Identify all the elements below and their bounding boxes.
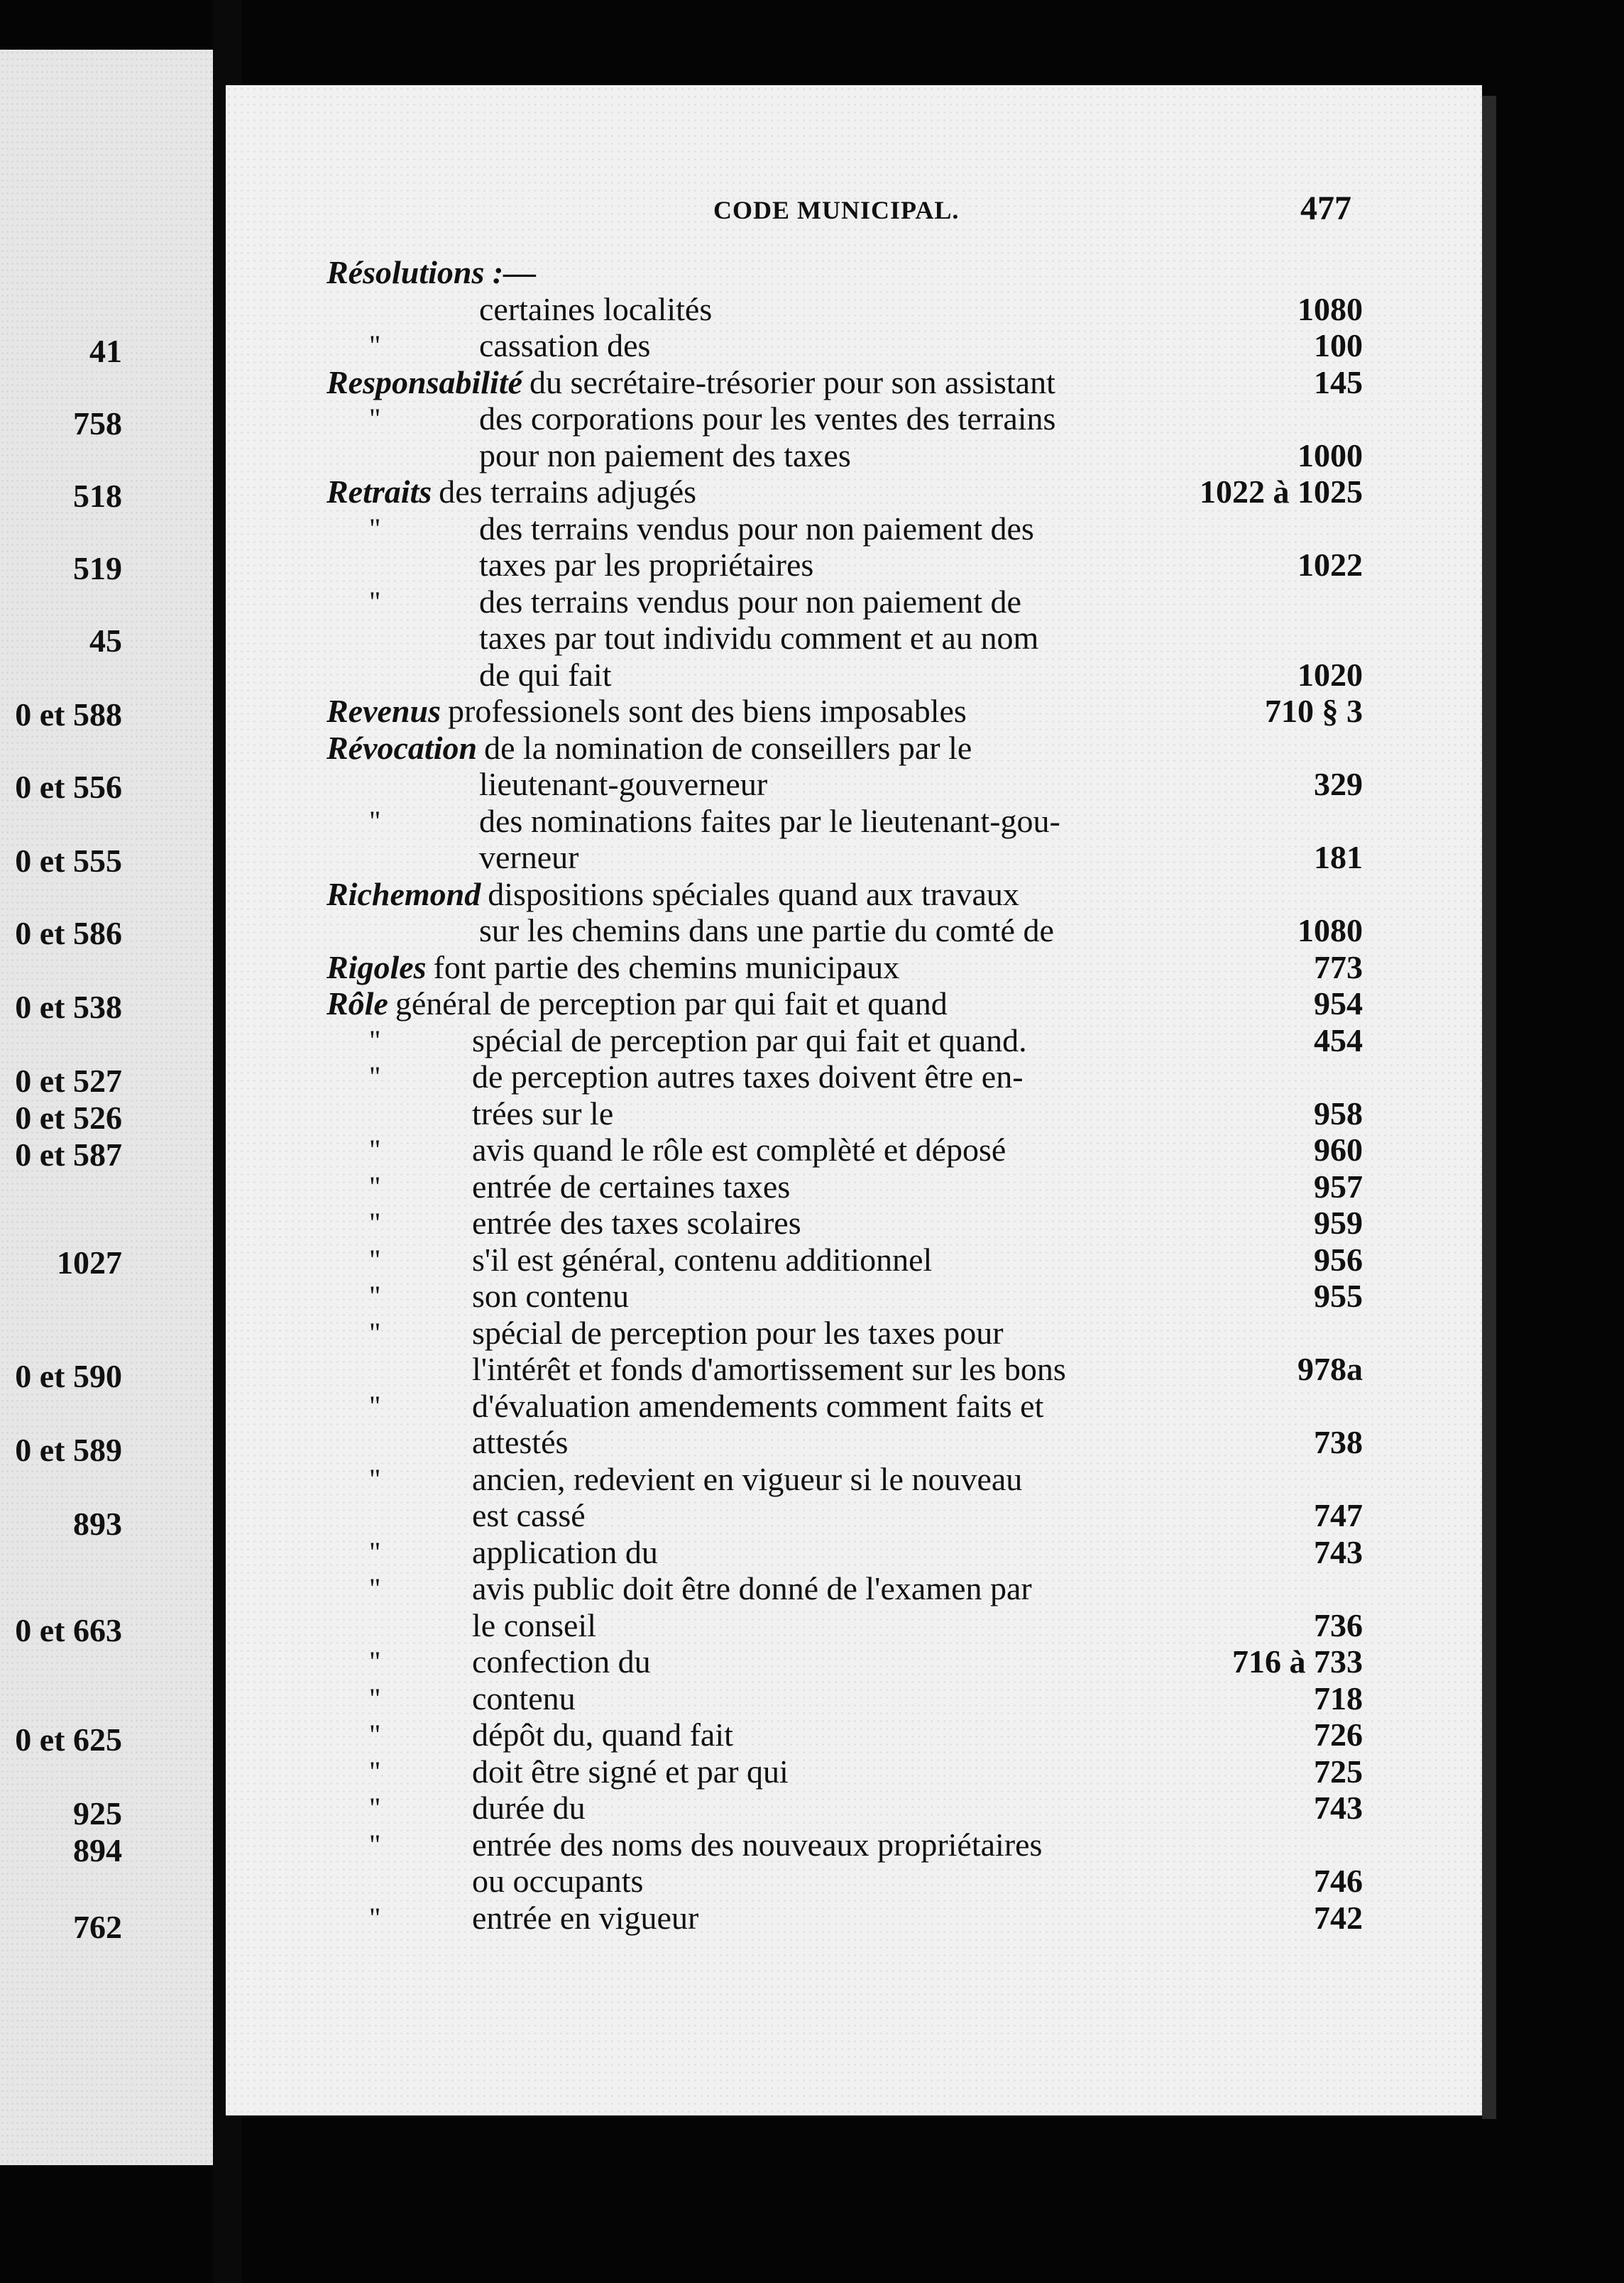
index-entry <box>327 327 1363 364</box>
index-entry <box>327 1168 1363 1205</box>
page-reference: 145 <box>1314 363 1363 400</box>
page-reference: 742 <box>1314 1899 1363 1936</box>
page-reference: 955 <box>1314 1278 1363 1314</box>
ditto-mark: " <box>369 1024 381 1056</box>
page-reference: 710 § 3 <box>1265 693 1363 729</box>
page-reference: 1080 <box>1297 290 1363 327</box>
left-margin-number: 0 et 527 <box>15 1063 122 1099</box>
index-entry <box>327 1351 1363 1388</box>
index-entry <box>327 400 1363 437</box>
left-margin-number: 762 <box>73 1909 122 1945</box>
left-margin-number: 0 et 538 <box>15 989 122 1025</box>
index-entry <box>327 584 1363 620</box>
index-text: général de perception par qui fait et quand <box>395 985 948 1022</box>
page-reference: 958 <box>1314 1095 1363 1132</box>
index-term: Rôle <box>327 985 388 1022</box>
page-reference: 736 <box>1314 1606 1363 1643</box>
ditto-mark: " <box>369 585 381 618</box>
index-term: Résolutions :— <box>327 254 537 290</box>
left-margin-number: 1027 <box>57 1244 122 1281</box>
running-head: CODE MUNICIPAL. <box>713 196 960 224</box>
index-entry <box>327 1095 1363 1132</box>
ditto-mark: " <box>369 1901 381 1934</box>
ditto-mark: " <box>369 329 381 361</box>
index-text: confection du <box>472 1643 651 1680</box>
page-reference: 725 <box>1314 1753 1363 1790</box>
page-reference: 1020 <box>1297 656 1363 693</box>
left-margin-number: 0 et 663 <box>15 1612 122 1648</box>
index-entry <box>327 1900 1363 1937</box>
index-entry <box>327 693 1363 730</box>
index-entry <box>327 1717 1363 1753</box>
ditto-mark: " <box>369 804 381 837</box>
left-margin-number: 45 <box>89 623 122 659</box>
index-text: contenu <box>472 1680 576 1717</box>
index-text: entrée des taxes scolaires <box>472 1205 801 1241</box>
index-text: attestés <box>472 1424 569 1460</box>
index-text: taxes par tout individu comment et au nom <box>479 620 1039 656</box>
index-text: professionels sont des biens imposables <box>448 693 967 729</box>
page-reference: 100 <box>1314 327 1363 363</box>
index-entry <box>327 1753 1363 1790</box>
index-term: Responsabilité <box>327 363 523 400</box>
page-reference: 956 <box>1314 1241 1363 1278</box>
index-text: ancien, redevient en vigueur si le nouveau <box>472 1460 1023 1497</box>
page-reference: 1000 <box>1297 437 1363 473</box>
ditto-mark: " <box>369 1280 381 1312</box>
left-margin-number: 41 <box>89 333 122 369</box>
index-text: taxes par les propriétaires <box>479 547 814 583</box>
index-entry <box>327 1388 1363 1425</box>
index-term: Révocation <box>327 729 478 766</box>
left-margin-number: 0 et 526 <box>15 1100 122 1136</box>
index-entry <box>327 291 1363 328</box>
index-entry <box>327 473 1363 510</box>
index-entry <box>327 547 1363 584</box>
left-margin-number: 0 et 589 <box>15 1432 122 1468</box>
page-reference: 957 <box>1314 1168 1363 1205</box>
index-text: cassation des <box>479 327 651 363</box>
left-margin-number: 0 et 625 <box>15 1721 122 1758</box>
index-text: application du <box>472 1533 658 1570</box>
ditto-mark: " <box>369 512 381 544</box>
left-margin-number: 894 <box>73 1832 122 1868</box>
index-text: des nominations faites par le lieutenant-gou- <box>479 802 1060 839</box>
index-entry <box>327 657 1363 694</box>
left-margin-number: 0 et 555 <box>15 843 122 879</box>
index-entry <box>327 620 1363 657</box>
index-entry <box>327 437 1363 474</box>
index-text: spécial de perception pour les taxes pour <box>472 1314 1004 1351</box>
page-reference: 746 <box>1314 1863 1363 1899</box>
page-reference: 1022 à 1025 <box>1200 473 1363 510</box>
page-reference: 743 <box>1314 1533 1363 1570</box>
index-text: lieutenant-gouverneur <box>479 766 768 802</box>
ditto-mark: " <box>369 1316 381 1349</box>
index-entry <box>327 1680 1363 1717</box>
index-entry <box>327 803 1363 840</box>
ditto-mark: " <box>369 1535 381 1568</box>
ditto-mark: " <box>369 1462 381 1495</box>
index-text: spécial de perception par qui fait et quand. <box>472 1022 1027 1058</box>
index-entry <box>327 254 1363 291</box>
index-entry <box>327 1863 1363 1900</box>
index-text: font partie des chemins municipaux <box>433 948 900 985</box>
ditto-mark: " <box>369 1170 381 1203</box>
ditto-mark: " <box>369 1792 381 1824</box>
page-reference: 1080 <box>1297 912 1363 948</box>
index-entry <box>327 1643 1363 1680</box>
page-edge <box>1482 96 1496 2119</box>
index-text: entrée en vigueur <box>472 1899 699 1936</box>
left-margin-number: 893 <box>73 1506 122 1542</box>
index-entry <box>327 876 1363 913</box>
page-number: 477 <box>1300 190 1351 227</box>
index-text: dispositions spéciales quand aux travaux <box>488 875 1019 912</box>
index-entry <box>327 1534 1363 1571</box>
index-entry <box>327 1607 1363 1644</box>
page-reference: 978a <box>1297 1351 1363 1387</box>
page-reference: 743 <box>1314 1790 1363 1826</box>
index-entry <box>327 839 1363 876</box>
ditto-mark: " <box>369 1572 381 1604</box>
index-entry <box>327 1424 1363 1461</box>
index-text: dépôt du, quand fait <box>472 1717 733 1753</box>
index-text: est cassé <box>472 1497 586 1533</box>
page-reference: 1022 <box>1297 547 1363 583</box>
left-margin-number: 0 et 586 <box>15 915 122 951</box>
page-reference: 747 <box>1314 1497 1363 1533</box>
index-text: de qui fait <box>479 656 612 693</box>
left-margin-number: 758 <box>73 405 122 442</box>
index-text: doit être signé et par qui <box>472 1753 789 1790</box>
ditto-mark: " <box>369 1134 381 1166</box>
index-entry <box>327 1022 1363 1059</box>
page-reference: 959 <box>1314 1205 1363 1241</box>
index-text: avis public doit être donné de l'examen par <box>472 1570 1032 1606</box>
index-text: d'évaluation amendements comment faits et <box>472 1387 1044 1424</box>
page-reference: 329 <box>1314 766 1363 802</box>
ditto-mark: " <box>369 1755 381 1787</box>
index-text: trées sur le <box>472 1095 614 1132</box>
index-text: verneur <box>479 839 579 875</box>
index-text: des corporations pour les ventes des terrains <box>479 400 1056 437</box>
index-text: pour non paiement des taxes <box>479 437 851 473</box>
index-entry <box>327 1790 1363 1827</box>
index-entry <box>327 1315 1363 1352</box>
index-entry <box>327 985 1363 1022</box>
index-text: certaines localités <box>479 290 713 327</box>
page-reference: 773 <box>1314 948 1363 985</box>
index-text: son contenu <box>472 1278 630 1314</box>
index-text: des terrains vendus pour non paiement de <box>479 583 1021 620</box>
index-entry <box>327 1461 1363 1498</box>
index-text: s'il est général, contenu additionnel <box>472 1241 933 1278</box>
index-text: avis quand le rôle est complèté et déposé <box>472 1132 1006 1168</box>
index-term: Revenus <box>327 693 441 729</box>
index-entry <box>327 730 1363 767</box>
index-text: des terrains adjugés <box>439 473 697 510</box>
index-entry <box>327 1058 1363 1095</box>
index-term: Rigoles <box>327 948 427 985</box>
index-entry <box>327 1278 1363 1315</box>
index-text: de la nomination de conseillers par le <box>484 729 972 766</box>
index-entry <box>327 510 1363 547</box>
index-term: Richemond <box>327 875 481 912</box>
index-term: Retraits <box>327 473 432 510</box>
index-entry <box>327 766 1363 803</box>
index-entry <box>327 912 1363 949</box>
ditto-mark: " <box>369 1719 381 1751</box>
left-margin-number: 0 et 587 <box>15 1137 122 1173</box>
left-margin-number: 0 et 556 <box>15 769 122 805</box>
page-reference: 954 <box>1314 985 1363 1022</box>
page-reference: 718 <box>1314 1680 1363 1717</box>
page-reference: 454 <box>1314 1022 1363 1058</box>
index-text: de perception autres taxes doivent être en- <box>472 1058 1024 1095</box>
index-text: le conseil <box>472 1606 596 1643</box>
page-reference: 738 <box>1314 1424 1363 1460</box>
page-reference: 960 <box>1314 1132 1363 1168</box>
index-entry <box>327 1827 1363 1863</box>
left-margin-number: 519 <box>73 550 122 586</box>
page-reference: 181 <box>1314 839 1363 875</box>
ditto-mark: " <box>369 403 381 434</box>
index-entry <box>327 949 1363 986</box>
index-text: sur les chemins dans une partie du comté de <box>479 912 1054 948</box>
index-entry <box>327 1570 1363 1607</box>
ditto-mark: " <box>369 1061 381 1093</box>
index-text: des terrains vendus pour non paiement des <box>479 510 1034 547</box>
left-margin-number: 925 <box>73 1795 122 1832</box>
index-text: entrée de certaines taxes <box>472 1168 791 1205</box>
index-text: entrée des noms des nouveaux propriétaires <box>472 1826 1043 1863</box>
ditto-mark: " <box>369 1207 381 1239</box>
index-list <box>327 254 1363 1936</box>
ditto-mark: " <box>369 1828 381 1861</box>
ditto-mark: " <box>369 1682 381 1714</box>
index-text: ou occupants <box>472 1863 644 1899</box>
left-margin-number: 0 et 590 <box>15 1358 122 1394</box>
index-text: l'intérêt et fonds d'amortissement sur les bons <box>472 1351 1066 1387</box>
index-entry <box>327 1242 1363 1279</box>
index-entry <box>327 1132 1363 1168</box>
ditto-mark: " <box>369 1646 381 1677</box>
ditto-mark: " <box>369 1243 381 1276</box>
left-margin-number: 0 et 588 <box>15 696 122 733</box>
index-text: durée du <box>472 1790 586 1826</box>
index-entry <box>327 1497 1363 1534</box>
index-text: du secrétaire-trésorier pour son assistant <box>530 363 1055 400</box>
page-reference: 726 <box>1314 1717 1363 1753</box>
index-entry <box>327 364 1363 401</box>
ditto-mark: " <box>369 1389 381 1422</box>
left-margin-number: 518 <box>73 478 122 514</box>
page-reference: 716 à 733 <box>1232 1643 1363 1680</box>
index-entry <box>327 1205 1363 1242</box>
